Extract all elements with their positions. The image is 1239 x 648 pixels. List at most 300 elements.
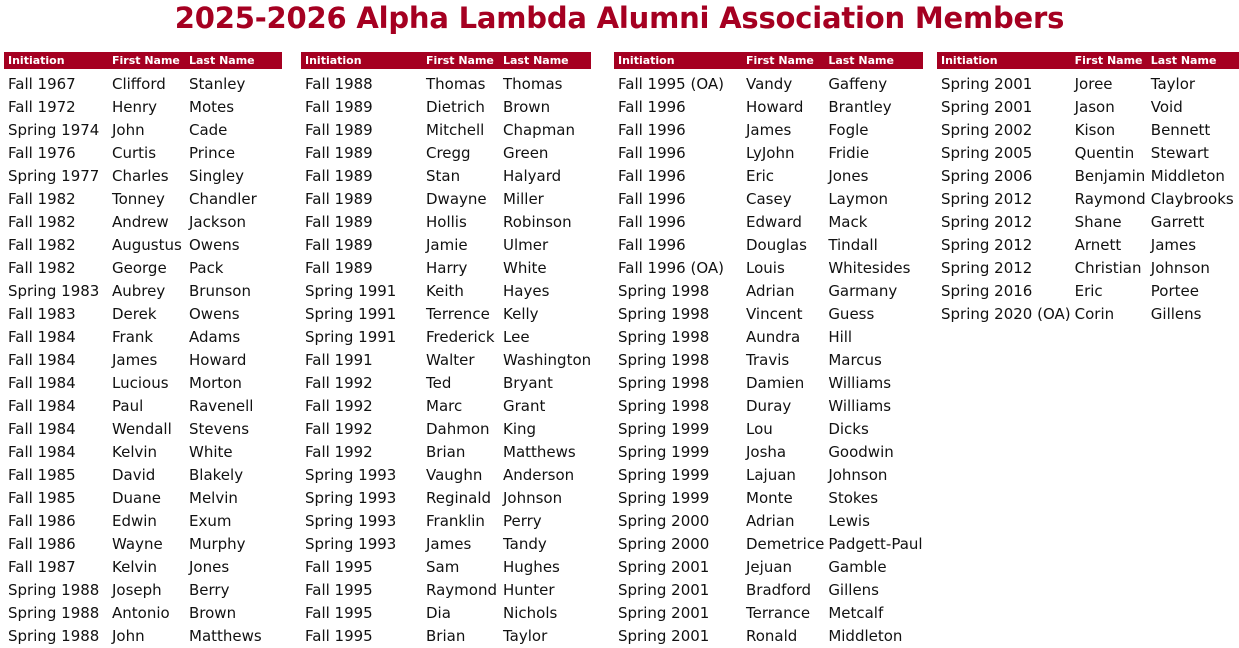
cell-initiation: Fall 1995 bbox=[305, 627, 373, 645]
cell-initiation: Spring 1988 bbox=[8, 604, 100, 622]
cell-last: Grant bbox=[503, 397, 546, 415]
cell-initiation: Fall 1986 bbox=[8, 512, 76, 530]
table-row bbox=[614, 349, 923, 372]
cell-last: Halyard bbox=[503, 167, 562, 185]
cell-last: Ulmer bbox=[503, 236, 549, 254]
cell-last: Prince bbox=[189, 144, 236, 162]
cell-initiation: Fall 1992 bbox=[305, 397, 373, 415]
cell-initiation: Spring 2001 bbox=[618, 627, 710, 645]
table-row bbox=[4, 326, 282, 349]
cell-initiation: Fall 1987 bbox=[8, 558, 76, 576]
table-row bbox=[301, 372, 591, 395]
table-row bbox=[301, 211, 591, 234]
cell-initiation: Fall 1967 bbox=[8, 75, 76, 93]
cell-initiation: Fall 1989 bbox=[305, 259, 373, 277]
table-row bbox=[614, 119, 923, 142]
cell-first: Arnett bbox=[1074, 236, 1122, 254]
table-row bbox=[4, 441, 282, 464]
table-row bbox=[301, 142, 591, 165]
cell-initiation: Spring 1991 bbox=[305, 328, 397, 346]
cell-initiation: Fall 1984 bbox=[8, 420, 76, 438]
table-row bbox=[4, 349, 282, 372]
column-header-initiation: Initiation bbox=[614, 52, 742, 69]
table-row bbox=[4, 487, 282, 510]
cell-initiation: Spring 1993 bbox=[305, 489, 397, 507]
cell-last: Middleton bbox=[828, 627, 903, 645]
cell-last: Gaffeny bbox=[828, 75, 888, 93]
cell-first: Vincent bbox=[746, 305, 803, 323]
table-row bbox=[301, 510, 591, 533]
cell-initiation: Fall 1995 bbox=[305, 604, 373, 622]
cell-first: Adrian bbox=[746, 512, 795, 530]
cell-initiation: Spring 1988 bbox=[8, 581, 100, 599]
cell-first: Aubrey bbox=[112, 282, 166, 300]
cell-first: Terrence bbox=[426, 305, 490, 323]
cell-last: Brantley bbox=[828, 98, 892, 116]
cell-initiation: Fall 1996 bbox=[618, 98, 686, 116]
cell-first: Damien bbox=[746, 374, 805, 392]
table-row bbox=[937, 142, 1239, 165]
cell-initiation: Fall 1995 (OA) bbox=[618, 75, 724, 93]
cell-last: Stevens bbox=[189, 420, 250, 438]
cell-first: Charles bbox=[112, 167, 169, 185]
cell-first: Derek bbox=[112, 305, 157, 323]
cell-first: James bbox=[746, 121, 792, 139]
cell-last: Stewart bbox=[1150, 144, 1209, 162]
cell-last: Goodwin bbox=[828, 443, 894, 461]
cell-first: Bradford bbox=[746, 581, 812, 599]
cell-last: Melvin bbox=[189, 489, 238, 507]
table-row bbox=[614, 533, 923, 556]
cell-initiation: Fall 1984 bbox=[8, 351, 76, 369]
cell-first: Reginald bbox=[426, 489, 492, 507]
cell-first: Lou bbox=[746, 420, 773, 438]
cell-initiation: Spring 2006 bbox=[941, 167, 1033, 185]
cell-first: Douglas bbox=[746, 236, 807, 254]
table-row bbox=[4, 464, 282, 487]
cell-initiation: Spring 1998 bbox=[618, 328, 710, 346]
cell-last: Owens bbox=[189, 236, 240, 254]
cell-initiation: Spring 2001 bbox=[618, 604, 710, 622]
cell-last: Portee bbox=[1150, 282, 1199, 300]
table-row bbox=[937, 165, 1239, 188]
cell-initiation: Fall 1986 bbox=[8, 535, 76, 553]
cell-first: Vandy bbox=[746, 75, 793, 93]
cell-last: Chandler bbox=[189, 190, 257, 208]
table-row bbox=[4, 142, 282, 165]
table-row bbox=[614, 96, 923, 119]
cell-last: Matthews bbox=[503, 443, 576, 461]
cell-initiation: Fall 1991 bbox=[305, 351, 373, 369]
cell-last: Johnson bbox=[828, 466, 888, 484]
cell-last: Chapman bbox=[503, 121, 576, 139]
table-row bbox=[614, 165, 923, 188]
table-row bbox=[4, 96, 282, 119]
table-row bbox=[614, 303, 923, 326]
cell-initiation: Fall 1988 bbox=[305, 75, 373, 93]
column-header-last: Last Name bbox=[824, 52, 922, 69]
cell-initiation: Fall 1995 bbox=[305, 581, 373, 599]
cell-first: Wayne bbox=[112, 535, 163, 553]
cell-last: Miller bbox=[503, 190, 544, 208]
table-row bbox=[4, 257, 282, 280]
table-row bbox=[614, 142, 923, 165]
table-row bbox=[301, 280, 591, 303]
cell-last: Robinson bbox=[503, 213, 572, 231]
table-header-row bbox=[937, 52, 1239, 69]
table-row bbox=[4, 188, 282, 211]
roster-table bbox=[301, 52, 591, 648]
table-row bbox=[4, 418, 282, 441]
column-header-initiation: Initiation bbox=[4, 52, 108, 69]
cell-initiation: Fall 1982 bbox=[8, 236, 76, 254]
cell-first: Duray bbox=[746, 397, 792, 415]
cell-last: Singley bbox=[189, 167, 244, 185]
cell-last: Garmany bbox=[828, 282, 898, 300]
cell-last: Padgett-Paul bbox=[828, 535, 923, 553]
table-row bbox=[4, 510, 282, 533]
cell-first: Jejuan bbox=[746, 558, 793, 576]
cell-last: King bbox=[503, 420, 537, 438]
cell-last: Fogle bbox=[828, 121, 869, 139]
cell-last: Berry bbox=[189, 581, 230, 599]
cell-initiation: Fall 1995 bbox=[305, 558, 373, 576]
table-row bbox=[937, 303, 1239, 326]
cell-last: Gillens bbox=[828, 581, 879, 599]
cell-last: Whitesides bbox=[828, 259, 911, 277]
table-row bbox=[614, 579, 923, 602]
cell-last: Tandy bbox=[503, 535, 547, 553]
cell-initiation: Fall 1996 bbox=[618, 190, 686, 208]
cell-last: Taylor bbox=[503, 627, 548, 645]
table-row bbox=[301, 625, 591, 648]
table-row bbox=[301, 234, 591, 257]
cell-last: Blakely bbox=[189, 466, 244, 484]
cell-last: Stanley bbox=[189, 75, 246, 93]
cell-first: LyJohn bbox=[746, 144, 795, 162]
column-header-last: Last Name bbox=[499, 52, 591, 69]
cell-first: Dahmon bbox=[426, 420, 490, 438]
cell-first: Kelvin bbox=[112, 443, 158, 461]
table-row bbox=[301, 579, 591, 602]
cell-initiation: Fall 1989 bbox=[305, 98, 373, 116]
cell-last: Marcus bbox=[828, 351, 882, 369]
cell-last: Taylor bbox=[1150, 75, 1196, 93]
cell-initiation: Fall 1976 bbox=[8, 144, 76, 162]
table-row bbox=[937, 257, 1239, 280]
cell-first: Eric bbox=[1074, 282, 1103, 300]
cell-first: Cregg bbox=[426, 144, 471, 162]
cell-initiation: Spring 1991 bbox=[305, 282, 397, 300]
roster-table bbox=[4, 52, 282, 648]
table-header-row bbox=[301, 52, 591, 69]
cell-initiation: Spring 1991 bbox=[305, 305, 397, 323]
cell-initiation: Spring 1988 bbox=[8, 627, 100, 645]
cell-initiation: Fall 1989 bbox=[305, 213, 373, 231]
cell-initiation: Spring 1999 bbox=[618, 489, 710, 507]
table-row bbox=[614, 372, 923, 395]
cell-initiation: Spring 2001 bbox=[941, 98, 1033, 116]
cell-first: Paul bbox=[112, 397, 144, 415]
cell-last: Nichols bbox=[503, 604, 558, 622]
table-row bbox=[4, 73, 282, 96]
cell-initiation: Fall 1992 bbox=[305, 443, 373, 461]
cell-initiation: Spring 1998 bbox=[618, 351, 710, 369]
cell-first: Demetrice bbox=[746, 535, 825, 553]
cell-initiation: Spring 2005 bbox=[941, 144, 1033, 162]
cell-first: Aundra bbox=[746, 328, 801, 346]
cell-last: Middleton bbox=[1150, 167, 1225, 185]
cell-first: Josha bbox=[746, 443, 787, 461]
cell-first: Adrian bbox=[746, 282, 795, 300]
cell-last: Adams bbox=[189, 328, 241, 346]
table-row bbox=[614, 188, 923, 211]
table-header-row bbox=[4, 52, 282, 69]
cell-first: Kison bbox=[1074, 121, 1116, 139]
cell-initiation: Spring 1974 bbox=[8, 121, 100, 139]
cell-last: Stokes bbox=[828, 489, 879, 507]
cell-initiation: Fall 1989 bbox=[305, 190, 373, 208]
cell-last: Metcalf bbox=[828, 604, 884, 622]
cell-last: Mack bbox=[828, 213, 868, 231]
table-header-row bbox=[614, 52, 923, 69]
cell-last: Jones bbox=[189, 558, 230, 576]
cell-first: Franklin bbox=[426, 512, 485, 530]
cell-first: Terrance bbox=[746, 604, 811, 622]
cell-initiation: Fall 1992 bbox=[305, 374, 373, 392]
cell-first: George bbox=[112, 259, 167, 277]
cell-first: Sam bbox=[426, 558, 460, 576]
cell-first: Louis bbox=[746, 259, 785, 277]
column-header-first: First Name bbox=[742, 52, 824, 69]
table-row bbox=[614, 257, 923, 280]
cell-first: Monte bbox=[746, 489, 793, 507]
cell-initiation: Spring 2012 bbox=[941, 213, 1033, 231]
cell-last: Dicks bbox=[828, 420, 869, 438]
cell-last: Owens bbox=[189, 305, 240, 323]
cell-last: Bryant bbox=[503, 374, 553, 392]
column-header-last: Last Name bbox=[1147, 52, 1239, 69]
cell-initiation: Spring 2016 bbox=[941, 282, 1033, 300]
table-row bbox=[614, 602, 923, 625]
table-row bbox=[4, 234, 282, 257]
cell-first: Tonney bbox=[112, 190, 165, 208]
cell-last: Brown bbox=[189, 604, 237, 622]
cell-first: Thomas bbox=[426, 75, 486, 93]
cell-first: Andrew bbox=[112, 213, 169, 231]
cell-first: Kelvin bbox=[112, 558, 158, 576]
cell-first: Raymond bbox=[1074, 190, 1146, 208]
table-row bbox=[301, 395, 591, 418]
cell-initiation: Spring 1999 bbox=[618, 443, 710, 461]
table-row bbox=[301, 73, 591, 96]
cell-last: Exum bbox=[189, 512, 232, 530]
cell-first: Shane bbox=[1074, 213, 1122, 231]
cell-initiation: Fall 1996 bbox=[618, 236, 686, 254]
table-row bbox=[301, 533, 591, 556]
roster-table bbox=[614, 52, 923, 648]
cell-initiation: Fall 1992 bbox=[305, 420, 373, 438]
cell-initiation: Fall 1985 bbox=[8, 489, 76, 507]
cell-first: Corin bbox=[1074, 305, 1115, 323]
cell-initiation: Fall 1984 bbox=[8, 397, 76, 415]
cell-initiation: Spring 2020 (OA) bbox=[941, 305, 1071, 323]
cell-last: Anderson bbox=[503, 466, 575, 484]
page-title: 2025-2026 Alpha Lambda Alumni Association Members bbox=[174, 1, 1065, 35]
cell-first: Frederick bbox=[426, 328, 495, 346]
table-row bbox=[937, 234, 1239, 257]
table-row bbox=[4, 165, 282, 188]
table-row bbox=[614, 234, 923, 257]
cell-first: Lajuan bbox=[746, 466, 796, 484]
cell-initiation: Fall 1972 bbox=[8, 98, 76, 116]
cell-first: Brian bbox=[426, 627, 466, 645]
table-row bbox=[937, 280, 1239, 303]
cell-first: Benjamin bbox=[1074, 167, 1146, 185]
cell-first: Henry bbox=[112, 98, 158, 116]
cell-first: John bbox=[112, 121, 145, 139]
cell-initiation: Spring 1993 bbox=[305, 535, 397, 553]
table-row bbox=[4, 533, 282, 556]
cell-first: James bbox=[112, 351, 158, 369]
cell-first: Lucious bbox=[112, 374, 169, 392]
cell-initiation: Fall 1985 bbox=[8, 466, 76, 484]
cell-last: Cade bbox=[189, 121, 228, 139]
cell-first: Quentin bbox=[1074, 144, 1135, 162]
table-row bbox=[937, 96, 1239, 119]
column-header-initiation: Initiation bbox=[301, 52, 422, 69]
cell-last: Murphy bbox=[189, 535, 246, 553]
cell-initiation: Fall 1983 bbox=[8, 305, 76, 323]
table-row bbox=[937, 188, 1239, 211]
cell-last: James bbox=[1150, 236, 1197, 254]
cell-first: Howard bbox=[746, 98, 804, 116]
cell-first: Keith bbox=[426, 282, 464, 300]
cell-first: John bbox=[112, 627, 145, 645]
cell-initiation: Fall 1996 bbox=[618, 121, 686, 139]
cell-initiation: Spring 1993 bbox=[305, 466, 397, 484]
cell-initiation: Fall 1984 bbox=[8, 374, 76, 392]
cell-initiation: Spring 1999 bbox=[618, 466, 710, 484]
cell-last: Perry bbox=[503, 512, 542, 530]
cell-initiation: Fall 1982 bbox=[8, 213, 76, 231]
cell-first: Clifford bbox=[112, 75, 166, 93]
cell-initiation: Fall 1984 bbox=[8, 328, 76, 346]
cell-initiation: Spring 1998 bbox=[618, 282, 710, 300]
cell-last: Guess bbox=[828, 305, 875, 323]
cell-last: Washington bbox=[503, 351, 592, 369]
cell-initiation: Fall 1989 bbox=[305, 144, 373, 162]
table-row bbox=[937, 73, 1239, 96]
cell-first: Marc bbox=[426, 397, 463, 415]
cell-last: Laymon bbox=[828, 190, 889, 208]
cell-last: Pack bbox=[189, 259, 224, 277]
cell-first: Dwayne bbox=[426, 190, 487, 208]
cell-last: Williams bbox=[828, 397, 892, 415]
cell-last: Lee bbox=[503, 328, 530, 346]
table-row bbox=[614, 211, 923, 234]
table-row bbox=[301, 464, 591, 487]
cell-first: Augustus bbox=[112, 236, 182, 254]
cell-initiation: Spring 2001 bbox=[941, 75, 1033, 93]
cell-initiation: Spring 2002 bbox=[941, 121, 1033, 139]
table-row bbox=[614, 625, 923, 648]
cell-first: Stan bbox=[426, 167, 461, 185]
cell-last: Motes bbox=[189, 98, 235, 116]
cell-last: Void bbox=[1150, 98, 1183, 116]
cell-first: Wendall bbox=[112, 420, 172, 438]
cell-initiation: Spring 1998 bbox=[618, 397, 710, 415]
cell-last: White bbox=[503, 259, 547, 277]
cell-initiation: Spring 1977 bbox=[8, 167, 100, 185]
cell-last: Jackson bbox=[189, 213, 247, 231]
cell-last: Hunter bbox=[503, 581, 555, 599]
cell-last: Williams bbox=[828, 374, 892, 392]
cell-initiation: Fall 1989 bbox=[305, 121, 373, 139]
cell-last: Ravenell bbox=[189, 397, 254, 415]
cell-last: Bennett bbox=[1150, 121, 1211, 139]
table-row bbox=[301, 487, 591, 510]
table-row bbox=[301, 119, 591, 142]
table-row bbox=[301, 165, 591, 188]
cell-last: Jones bbox=[828, 167, 869, 185]
table-row bbox=[301, 96, 591, 119]
table-row bbox=[301, 188, 591, 211]
cell-initiation: Spring 2001 bbox=[618, 558, 710, 576]
table-row bbox=[614, 395, 923, 418]
cell-first: James bbox=[426, 535, 472, 553]
cell-first: Brian bbox=[426, 443, 466, 461]
table-row bbox=[4, 280, 282, 303]
column-header-last: Last Name bbox=[185, 52, 282, 69]
cell-initiation: Fall 1982 bbox=[8, 190, 76, 208]
cell-first: Vaughn bbox=[426, 466, 483, 484]
table-row bbox=[614, 556, 923, 579]
cell-last: Morton bbox=[189, 374, 242, 392]
table-row bbox=[937, 119, 1239, 142]
table-row bbox=[937, 211, 1239, 234]
cell-first: Ronald bbox=[746, 627, 798, 645]
cell-last: Fridie bbox=[828, 144, 870, 162]
table-row bbox=[301, 257, 591, 280]
cell-first: Walter bbox=[426, 351, 475, 369]
cell-last: Howard bbox=[189, 351, 247, 369]
table-row bbox=[4, 602, 282, 625]
cell-last: Matthews bbox=[189, 627, 262, 645]
cell-initiation: Fall 1982 bbox=[8, 259, 76, 277]
table-row bbox=[4, 556, 282, 579]
cell-initiation: Spring 2000 bbox=[618, 535, 710, 553]
cell-first: Curtis bbox=[112, 144, 157, 162]
column-header-initiation: Initiation bbox=[937, 52, 1071, 69]
cell-last: White bbox=[189, 443, 233, 461]
cell-last: Brown bbox=[503, 98, 551, 116]
cell-last: Hayes bbox=[503, 282, 550, 300]
cell-last: Lewis bbox=[828, 512, 870, 530]
cell-first: Raymond bbox=[426, 581, 497, 599]
cell-first: Edward bbox=[746, 213, 802, 231]
table-row bbox=[614, 73, 923, 96]
cell-initiation: Fall 1996 bbox=[618, 144, 686, 162]
table-row bbox=[301, 326, 591, 349]
cell-first: Mitchell bbox=[426, 121, 485, 139]
table-row bbox=[301, 556, 591, 579]
cell-initiation: Spring 1998 bbox=[618, 305, 710, 323]
cell-initiation: Spring 2000 bbox=[618, 512, 710, 530]
table-row bbox=[4, 372, 282, 395]
cell-last: Claybrooks bbox=[1150, 190, 1234, 208]
table-row bbox=[614, 441, 923, 464]
